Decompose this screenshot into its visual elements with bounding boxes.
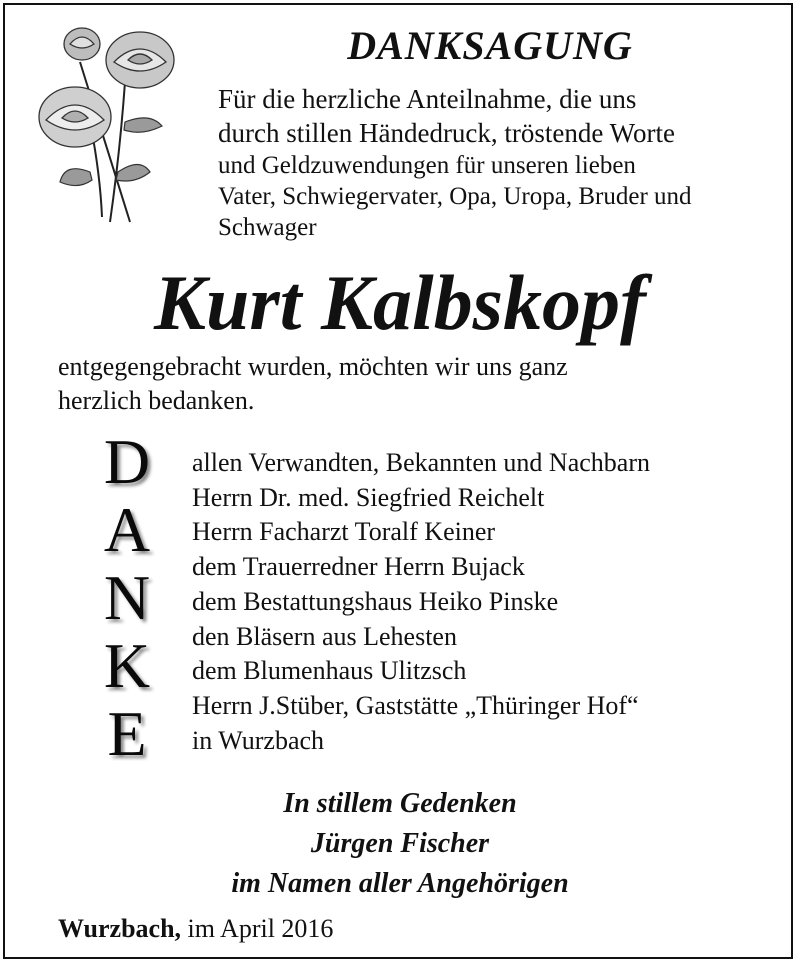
deceased-name: Kurt Kalbskopf (154, 259, 646, 346)
footer-place-date (58, 912, 333, 946)
intro-line: Für die herzliche Anteilnahme, die uns (218, 84, 637, 114)
danke-letter: E (107, 698, 147, 769)
after-name-text (58, 350, 568, 418)
thanks-item: dem Bestattungshaus Heiko Pinske (192, 586, 559, 616)
danke-letter: A (103, 494, 151, 565)
danke-vertical (82, 428, 172, 768)
closing-line: In stillem Gedenken (283, 788, 517, 819)
roses-icon (30, 22, 200, 232)
intro-line: Schwager (218, 214, 317, 241)
heading-title: DANKSAGUNG (347, 23, 633, 68)
intro-line: Vater, Schwiegervater, Opa, Uropa, Bruder und (218, 183, 692, 210)
intro-line: durch stillen Händedruck, tröstende Worte (218, 118, 675, 148)
footer-place: Wurzbach, (58, 914, 182, 943)
intro-line: und Geldzuwendungen für unseren lieben (218, 152, 636, 179)
closing-line: Jürgen Fischer (310, 828, 490, 859)
after-line: herzlich bedanken. (58, 386, 255, 415)
closing-signature (0, 784, 800, 904)
danke-letter: D (103, 426, 151, 497)
thanks-list (192, 446, 650, 758)
thanks-item: dem Blumenhaus Ulitzsch (192, 656, 467, 686)
thanks-item: allen Verwandten, Bekannten und Nachbarn (192, 448, 650, 477)
intro-text (218, 82, 788, 243)
thanks-item: Herrn J.Stüber, Gaststätte „Thüringer Hof“ (192, 690, 639, 720)
thanks-item: den Bläsern aus Lehesten (192, 621, 457, 651)
danke-letter: N (103, 562, 151, 633)
footer-date: im April 2016 (187, 914, 334, 943)
thanks-item: Herrn Facharzt Toralf Keiner (192, 517, 496, 547)
thanks-item: dem Trauerredner Herrn Bujack (192, 552, 525, 582)
thanks-item: in Wurzbach (192, 725, 325, 755)
after-line: entgegengebracht wurden, möchten wir uns ganz (58, 352, 568, 381)
thanks-item: Herrn Dr. med. Siegfried Reichelt (192, 482, 545, 512)
closing-line: im Namen aller Angehörigen (231, 868, 569, 899)
danke-letter: K (103, 630, 151, 701)
